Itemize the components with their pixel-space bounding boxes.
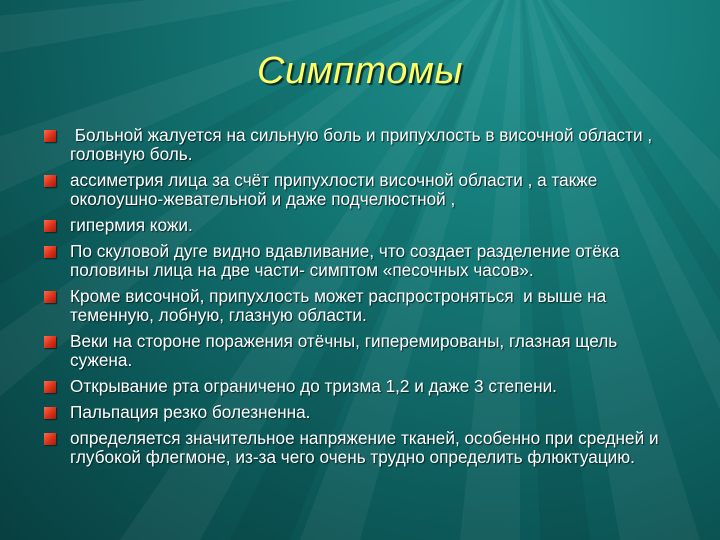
square-bullet-icon	[44, 407, 56, 419]
bullet-text: ассиметрия лица за счёт припухлости височной области , а также околоушно-жевательной и даже подчелюстной ,	[70, 170, 598, 209]
bullet-item	[44, 171, 684, 209]
bullet-item	[44, 216, 684, 235]
slide-title: Симптомы	[257, 50, 463, 92]
square-bullet-icon	[44, 220, 56, 232]
bullet-text: гипермия кожи.	[70, 215, 193, 235]
bullet-list	[44, 126, 684, 474]
bullet-item	[44, 377, 684, 396]
bullet-text: Открывание рта ограничено до тризма 1,2 и даже 3 степени.	[70, 376, 557, 396]
bullet-item	[44, 126, 684, 164]
bullet-item	[44, 242, 684, 280]
bullet-text: Пальпация резко болезненна.	[70, 402, 311, 422]
square-bullet-icon	[44, 381, 56, 393]
bullet-item	[44, 429, 684, 467]
bullet-text: Кроме височной, припухлость может распростроняться и выше на теменную, лобную, глазную области.	[70, 286, 612, 325]
bullet-item	[44, 403, 684, 422]
square-bullet-icon	[44, 433, 56, 445]
bullet-text: Веки на стороне поражения отёчны, гиперемированы, глазная щель сужена.	[70, 331, 618, 370]
bullet-item	[44, 287, 684, 325]
bullet-text: По скуловой дуге видно вдавливание, что создает разделение отёка половины лица на две части- симптом «песочных часов».	[70, 241, 620, 280]
square-bullet-icon	[44, 246, 56, 258]
square-bullet-icon	[44, 291, 56, 303]
square-bullet-icon	[44, 336, 56, 348]
bullet-text: определяется значительное напряжение тканей, особенно при средней и глубокой флегмоне, из-за чего очень трудно определить флюктуацию.	[70, 428, 659, 467]
bullet-text: Больной жалуется на сильную боль и припухлость в височной области , головную боль.	[70, 125, 657, 164]
square-bullet-icon	[44, 130, 56, 142]
square-bullet-icon	[44, 175, 56, 187]
bullet-item	[44, 332, 684, 370]
